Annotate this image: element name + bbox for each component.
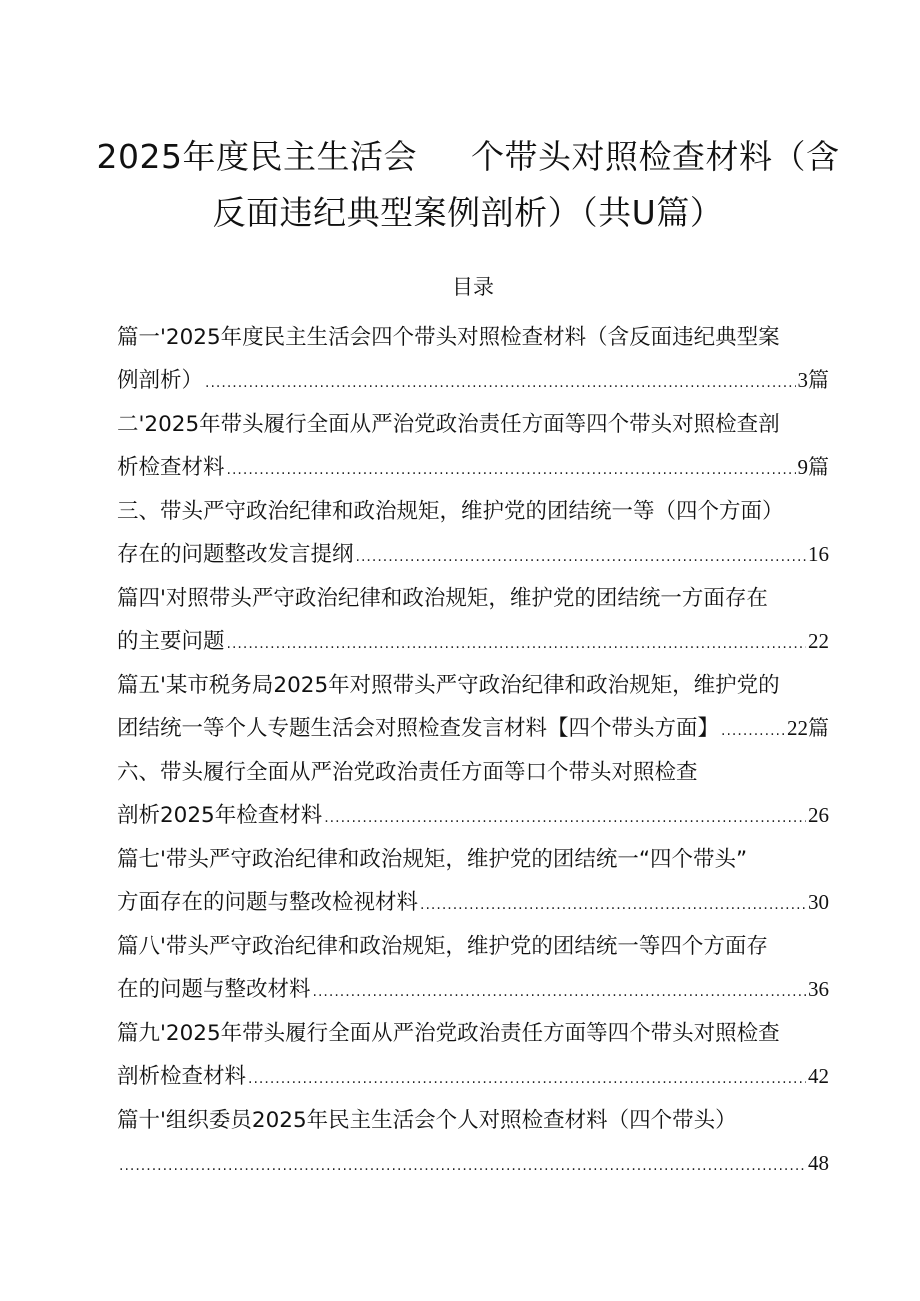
toc-heading: 目录 [452,275,494,299]
toc-entry-line2 [117,708,829,748]
toc-entry-line2 [117,447,829,487]
toc-entry-title: 篇四'对照带头严守政治纪律和政治规矩，维护党的团结统一方面存在 [117,586,768,611]
toc-page-number: 9篇 [797,455,829,479]
toc-entry-title-continued: 的主要问题 [117,629,225,654]
toc-entry-title: 篇八'带头严守政治纪律和政治规矩，维护党的团结统一等四个方面存 [117,934,768,959]
toc-entry-title: 篇七'带头严守政治纪律和政治规矩，维护党的团结统一“四个带头” [117,847,748,872]
dot-leader [721,711,785,751]
toc-entry-title-continued: 存在的问题整改发言提纲 [117,542,354,567]
dot-leader [119,1146,806,1186]
toc-entry[interactable] [117,753,829,840]
toc-page-number: 22篇 [787,716,829,740]
toc-entry-line2 [117,1143,829,1183]
dot-leader [205,363,795,403]
toc-entry-title-continued: 剖析2025年检查材料 [117,803,323,828]
toc-entry[interactable] [117,579,829,666]
dot-leader [248,1059,806,1099]
dot-leader [313,972,806,1012]
toc-entry[interactable] [117,840,829,927]
title-part-b: 个带头对照检查材料（含 [470,137,840,176]
toc-entry-line2 [117,360,829,400]
toc-entry-title: 篇五'某市税务局2025年对照带头严守政治纪律和政治规矩，维护党的 [117,673,780,698]
dot-leader [324,798,806,838]
toc-entry-title-continued: 团结统一等个人专题生活会对照检查发言材料【四个带头方面】 [117,716,720,741]
toc-entry-title: 六、带头履行全面从严治党政治责任方面等口个带头对照检查 [117,760,698,785]
toc-entry[interactable] [117,405,829,492]
toc-entry-line2 [117,1056,829,1096]
toc-page-number: 48 [808,1151,829,1175]
toc-entry[interactable] [117,1101,829,1188]
toc-entry-title-continued: 剖析检查材料 [117,1064,247,1089]
toc-page-number: 36 [808,977,829,1001]
toc-entry-line2 [117,621,829,661]
toc-entry[interactable] [117,927,829,1014]
toc-page-number: 42 [808,1064,829,1088]
toc-page-number: 30 [808,890,829,914]
toc-entry-line2 [117,882,829,922]
dot-leader [227,450,796,490]
toc-entry-title: 三、带头严守政治纪律和政治规矩，维护党的团结统一等（四个方面） [117,499,784,524]
dot-leader [227,624,806,664]
toc-entry-title-continued: 例剖析） [117,368,204,393]
dot-leader [420,885,806,925]
toc-page-number: 22 [808,629,829,653]
toc-entry[interactable] [117,492,829,579]
toc-page-number: 16 [808,542,829,566]
dot-leader [356,537,806,577]
toc-entry-line2 [117,969,829,1009]
toc-entry-title: 篇九'2025年带头履行全面从严治党政治责任方面等四个带头对照检查 [117,1021,780,1046]
toc-entry-title-continued: 在的问题与整改材料 [117,977,311,1002]
toc-entry[interactable] [117,666,829,753]
toc-entry-title: 篇十'组织委员2025年民主生活会个人对照检查材料（四个带头） [117,1108,737,1133]
toc-entry-line2 [117,534,829,574]
toc-entry-title-continued: 析检查材料 [117,455,225,480]
toc-entry-line2 [117,795,829,835]
toc-page-number: 26 [808,803,829,827]
toc-page-number: 3篇 [797,368,829,392]
toc-entry[interactable] [117,318,829,405]
toc-entry-title: 篇一'2025年度民主生活会四个带头对照检查材料（含反面违纪典型案 [117,325,780,350]
toc-entry[interactable] [117,1014,829,1101]
document-title-line-1 [8,137,920,177]
toc-entry-title: 二'2025年带头履行全面从严治党政治责任方面等四个带头对照检查剖 [117,412,780,437]
toc-entry-title-continued: 方面存在的问题与整改检视材料 [117,890,419,915]
document-title-line-2: 反面违纪典型案例剖析）（共U篇） [212,193,724,232]
table-of-contents [117,318,829,1188]
title-part-a: 2025年度民主生活会 [96,137,417,176]
